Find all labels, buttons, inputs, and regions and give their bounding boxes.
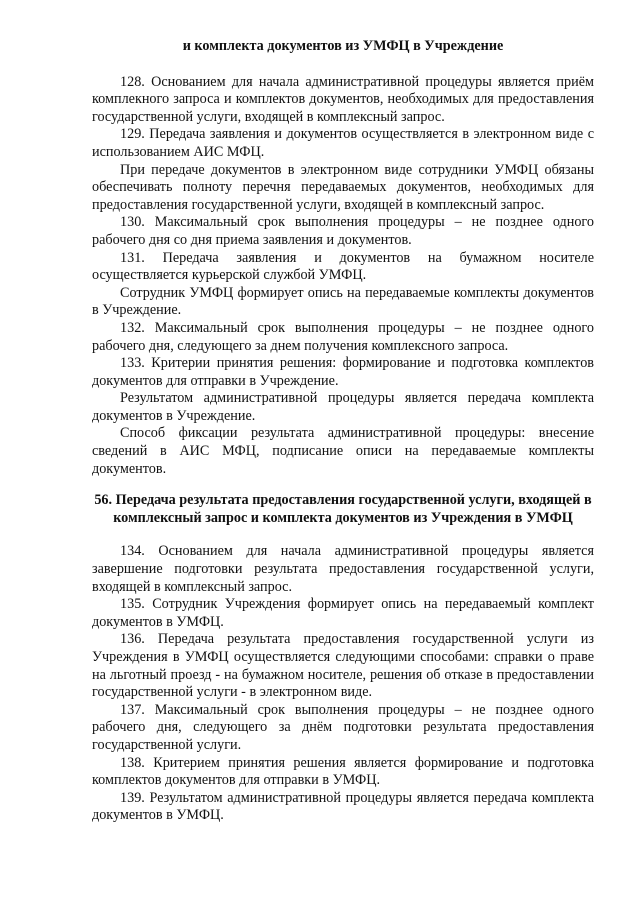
paragraph: 138. Критерием принятия решения является формирование и подготовка комплектов документов для отправки в УМФЦ. xyxy=(92,754,594,789)
paragraph: 135. Сотрудник Учреждения формирует опись на передаваемый комплект документов в УМФЦ. xyxy=(92,596,594,630)
document-page xyxy=(92,38,594,825)
paragraph: 134. Основанием для начала административной процедуры является завершение подготовки результата предоставления государственной услуги, входящей в комплексный запрос. xyxy=(92,543,594,595)
paragraph: 131. Передача заявления и документов на бумажном носителе осуществляется курьерской службой УМФЦ. xyxy=(92,249,594,284)
paragraph: Результатом административной процедуры является передача комплекта документов в Учреждение. xyxy=(92,390,594,424)
paragraph: 132. Максимальный срок выполнения процедуры – не позднее одного рабочего дня, следующего за днем получения комплексного запроса. xyxy=(92,319,594,354)
section-55-body xyxy=(92,74,594,479)
paragraph: 128. Основанием для начала административной процедуры является приём комплекного запроса и комплектов документов, необходимых для предоставления государственной услуги, входящей в комплексный запрос. xyxy=(92,73,594,125)
paragraph: 130. Максимальный срок выполнения процедуры – не позднее одного рабочего дня со дня приема заявления и документов. xyxy=(92,214,594,248)
paragraph: При передаче документов в электронном виде сотрудники УМФЦ обязаны обеспечивать полноту перечня передаваемых документов, необходимых для предоставления государственной услуги, входящей в комплексный запрос. xyxy=(92,161,594,213)
paragraph: 137. Максимальный срок выполнения процедуры – не позднее одного рабочего дня, следующего за днём подготовки результата предоставления государственной услуги. xyxy=(92,701,594,753)
section-56-body xyxy=(92,543,594,825)
paragraph: 133. Критерии принятия решения: формирование и подготовка комплектов документов для отправки в Учреждение. xyxy=(92,355,594,389)
paragraph: Способ фиксации результата административной процедуры: внесение сведений в АИС МФЦ, подписание описи на передаваемые комплекты документов. xyxy=(92,425,594,477)
paragraph: Сотрудник УМФЦ формирует опись на передаваемые комплекты документов в Учреждение. xyxy=(92,284,594,319)
paragraph: 129. Передача заявления и документов осуществляется в электронном виде с использованием АИС МФЦ. xyxy=(92,126,594,160)
section-heading-continuation: и комплекта документов из УМФЦ в Учреждение xyxy=(182,38,504,54)
paragraph: 139. Результатом административной процедуры является передача комплекта документов в УМФЦ. xyxy=(92,789,594,824)
paragraph: 136. Передача результата предоставления государственной услуги из Учреждения в УМФЦ осуществляется следующими способами: справки о праве на льготный проезд - на бумажном носителе, решения об отказе в предоставлении государственной услуги - в электронном виде. xyxy=(92,631,594,701)
section-56-heading: 56. Передача результата предоставления государственной услуги, входящей в комплексный запрос и комплекта документов из Учреждения в УМФЦ xyxy=(94,492,592,526)
